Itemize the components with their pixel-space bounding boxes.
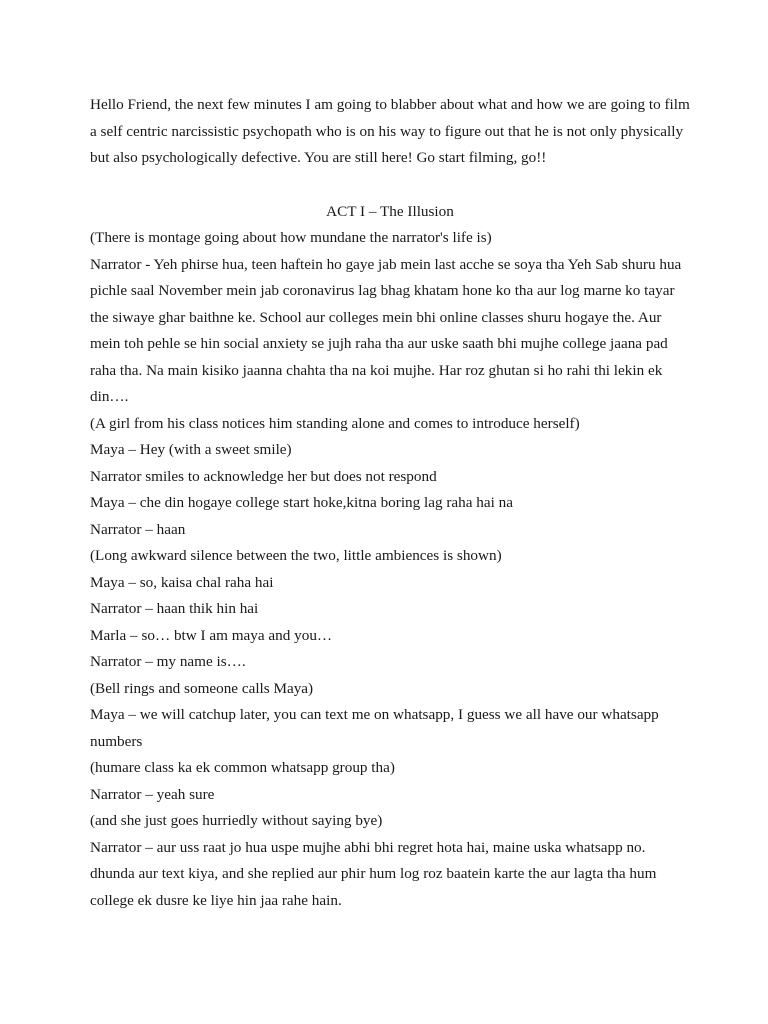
dialogue-line: Maya – so, kaisa chal raha hai: [90, 573, 274, 591]
stage-direction: (humare class ka ek common whatsapp group tha): [90, 759, 395, 776]
act-heading: ACT I – The Illusion: [326, 202, 454, 220]
dialogue-line: Narrator – aur uss raat jo hua uspe mujhe abhi bhi regret hota hai, maine uska whatsapp no. dhunda aur text kiya, and she replied aur phir hum log roz baatein karte the aur lagta tha hum college ek dusre ke liye hin jaa rahe hain.: [90, 838, 657, 909]
stage-direction: (Long awkward silence between the two, little ambiences is shown): [90, 547, 502, 564]
dialogue-line: Narrator – my name is….: [90, 653, 246, 670]
stage-direction: (A girl from his class notices him standing alone and comes to introduce herself): [90, 414, 580, 432]
document-body: [90, 92, 690, 914]
dialogue-line: Maya – che din hogaye college start hoke,kitna boring lag raha hai na: [90, 494, 513, 511]
dialogue-line: Maya – we will catchup later, you can text me on whatsapp, I guess we all have our whatsapp numbers: [90, 706, 659, 750]
dialogue-line: Narrator - Yeh phirse hua, teen haftein ho gaye jab mein last acche se soya tha Yeh Sab shuru hua pichle saal November mein jab coronavirus lag bhag khatam hone ko tha aur log marne ko tayar the siwaye ghar baithne ke. School aur colleges mein bhi online classes shuru hogaye the. Aur mein toh pehle se hin social anxiety se jujh raha tha aur uske saath bhi mujhe college jaana pad raha tha. Na main kisiko jaanna chahta tha na koi mujhe. Har roz ghutan si ho rahi thi lekin ek din….: [90, 255, 682, 405]
stage-direction: (There is montage going about how mundane the narrator's life is): [90, 229, 492, 246]
dialogue-line: Narrator – yeah sure: [90, 785, 215, 803]
paragraph-gap: [90, 172, 690, 199]
dialogue-line: Maya – Hey (with a sweet smile): [90, 441, 292, 458]
stage-direction: Narrator smiles to acknowledge her but does not respond: [90, 467, 437, 485]
intro-paragraph: Hello Friend, the next few minutes I am going to blabber about what and how we are going to film a self centric narcissistic psychopath who is on his way to figure out that he is not only physically but also psychologically defective. You are still here! Go start filming, go!!: [90, 96, 690, 166]
stage-direction: (Bell rings and someone calls Maya): [90, 679, 314, 697]
dialogue-line: Marla – so… btw I am maya and you…: [90, 626, 333, 644]
dialogue-line: Narrator – haan thik hin hai: [90, 600, 259, 617]
dialogue-line: Narrator – haan: [90, 520, 186, 538]
stage-direction: (and she just goes hurriedly without saying bye): [90, 812, 383, 829]
